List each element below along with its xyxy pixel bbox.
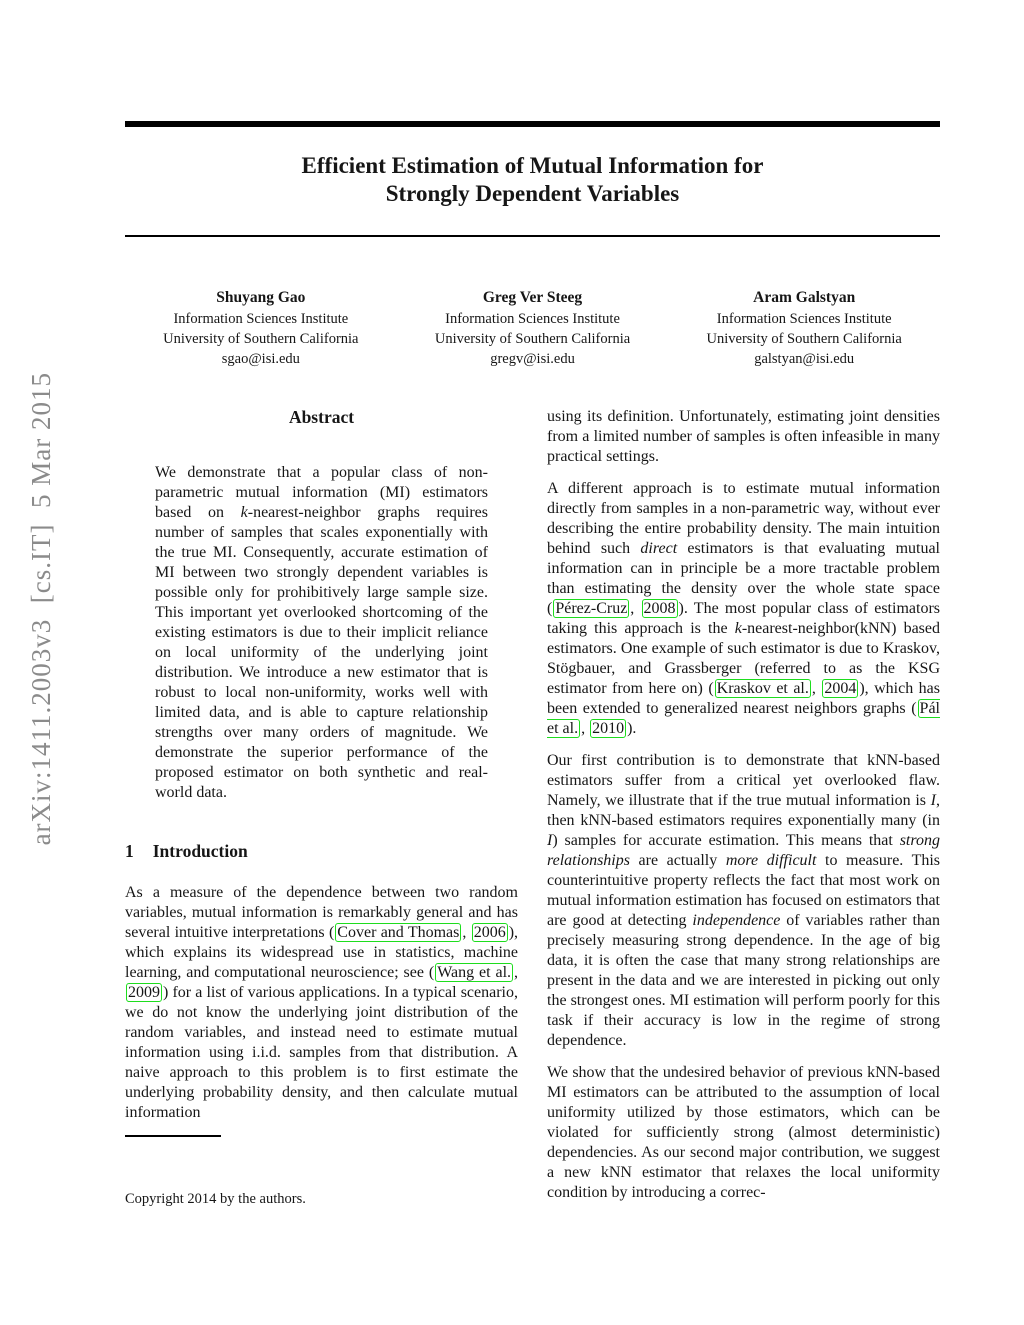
text-segment: ). The most popular class of estimators taking this approach is the <box>547 600 940 637</box>
author-email: gregv@isi.edu <box>490 351 575 367</box>
citation-link[interactable]: Cover and Thomas <box>337 924 460 941</box>
body-paragraph <box>547 751 940 1051</box>
author-affiliation: University of Southern California <box>434 331 631 347</box>
two-column-body <box>125 407 940 1215</box>
text-segment: are actually <box>629 852 726 869</box>
text-segment: of variables rather than precisely measuring strong dependence. In the age of big data, it is often the case that many strong relationships are present in the data and we are interested in picking out only the strongest ones. MI estimation will perform poorly for this task if their accuracy is low in the regime of strong dependence. <box>547 912 940 1049</box>
text-segment: k <box>734 620 742 637</box>
copyright-footnote: Copyright 2014 by the authors. <box>125 1190 306 1207</box>
text-segment: estimators is that evaluating mutual information can in principle be a more tractable problem than estimating the density over the whole state space ( <box>547 540 941 617</box>
paper-title-line2: Strongly Dependent Variables <box>385 181 680 206</box>
author-3 <box>668 287 940 369</box>
author-affiliation: Information Sciences Institute <box>716 311 892 327</box>
citation-link[interactable]: Pál et al. <box>547 700 940 737</box>
citation-link[interactable]: 2008 <box>643 600 676 617</box>
author-affiliation: University of Southern California <box>706 331 902 347</box>
text-segment: -nearest-neighbor graphs requires number of samples that scales exponentially with the true MI. Consequently, accurate estimation of MI between two strongly dependent variables is possible only for prohibitively large sample size. This important yet overlooked shortcoming of the existing estimators is due to their implicit reliance on local uniformity of the underlying joint distribution. We introduce a new estimator that is robust to local non-uniformity, works well with limited data, and is able to capture relationship strengths over many orders of magnitude. We demonstrate the superior performance of the proposed estimator on both synthetic and real-world data. <box>155 504 488 801</box>
text-segment: independence <box>692 912 781 929</box>
text-segment: We demonstrate that a popular class of non-parametric mutual information (MI) estimators based on <box>155 464 488 521</box>
citation-link[interactable]: 2006 <box>473 924 506 941</box>
citation-link[interactable]: 2004 <box>824 680 857 697</box>
text-segment: , <box>630 600 641 617</box>
body-paragraph <box>547 1063 940 1203</box>
title-separator-rule <box>125 235 940 237</box>
text-segment: ). <box>627 720 637 737</box>
author-1 <box>125 287 397 369</box>
text-segment: We show that the undesired behavior of previous kNN-based MI estimators can be attributed to the assumption of local uniformity utilized by those estimators, which can be violated for sufficiently strong (almost deterministic) dependencies. As our second major contribution, we suggest a new kNN estimator that relaxes the local uniformity condition by introducing a correc- <box>547 1064 940 1201</box>
abstract-paragraph <box>155 463 488 803</box>
text-segment: Our first contribution is to demonstrate that kNN-based estimators suffer from a critical yet overlooked flaw. Namely, we illustrate that if the true mutual information is <box>547 752 940 809</box>
text-segment: using its definition. Unfortunately, estimating joint densities from a limited number of samples is often infeasible in many practical settings. <box>547 408 940 465</box>
section-heading-introduction <box>125 841 518 861</box>
text-segment: , <box>811 680 822 697</box>
text-segment: , <box>581 720 590 737</box>
text-segment: more difficult <box>725 852 817 869</box>
citation-link[interactable]: Wang et al. <box>437 964 512 981</box>
text-segment: , then kNN-based estimators requires exponentially many (in <box>547 792 940 829</box>
paper-title-line1: Efficient Estimation of Mutual Information for <box>301 153 764 178</box>
text-segment: I <box>930 792 936 809</box>
section-title: Introduction <box>152 841 248 861</box>
text-segment: , <box>462 924 471 941</box>
citation-link[interactable]: 2009 <box>128 984 160 1001</box>
author-email: galstyan@isi.edu <box>754 351 855 367</box>
text-segment: As a measure of the dependence between two random variables, mutual information is remarkably general and has several intuitive interpretations ( <box>125 884 518 941</box>
text-segment: ), which has been extended to generalized nearest neighbors graphs ( <box>547 680 941 717</box>
text-segment: to measure. This counterintuitive property reflects the fact that most work on mutual information estimation has focused on estimators that are good at detecting <box>547 852 941 929</box>
author-name: Greg Ver Steeg <box>482 289 583 306</box>
citation-link[interactable]: 2010 <box>592 720 625 737</box>
text-segment: k <box>240 504 248 521</box>
text-segment: A different approach is to estimate mutual information directly from samples in a non-parametric way, without ever describing the entire probability density. The main intuition behind such <box>547 480 940 557</box>
text-segment: -nearest-neighbor(kNN) based estimators. One example of such estimator is due to Kraskov, Stögbauer, and Grassberger (referred to as the KSG estimator from here on) ( <box>547 620 940 697</box>
text-segment: ), which explains its widespread use in statistics, machine learning, and computational neuroscience; see ( <box>125 924 519 981</box>
left-column <box>125 407 518 1215</box>
abstract-heading: Abstract <box>288 407 355 427</box>
section-number: 1 <box>125 841 134 861</box>
citation-link[interactable]: Kraskov et al. <box>716 680 809 697</box>
author-affiliation: University of Southern California <box>163 331 359 347</box>
footnote-rule <box>125 1135 221 1137</box>
author-affiliation: Information Sciences Institute <box>173 311 349 327</box>
author-block <box>125 287 940 369</box>
author-2 <box>397 287 669 369</box>
author-name: Aram Galstyan <box>753 289 856 306</box>
text-segment: ) for a list of various applications. In a typical scenario, we do not know the underlying joint distribution of the random variables, and instead need to estimate mutual information using i.i.d. samples from that distribution. A naive approach to this problem is to first estimate the underlying probability density, and then calculate mutual information <box>125 984 518 1121</box>
author-email: sgao@isi.edu <box>221 351 300 367</box>
introduction-paragraph <box>125 883 518 1123</box>
text-segment: strong relationships <box>547 832 940 869</box>
citation-link[interactable]: Pérez-Cruz <box>555 600 628 617</box>
text-segment: direct <box>640 540 678 557</box>
body-paragraph <box>547 407 940 467</box>
right-column <box>547 407 940 1215</box>
top-rule <box>125 121 940 127</box>
author-affiliation: Information Sciences Institute <box>445 311 620 327</box>
arxiv-watermark: arXiv:1411.2003v3 [cs.IT] 5 Mar 2015 <box>26 372 56 846</box>
text-segment: , <box>514 964 519 981</box>
paper-title <box>125 152 940 208</box>
text-segment: ) samples for accurate estimation. This means that <box>552 832 900 849</box>
text-segment: I <box>547 832 553 849</box>
author-name: Shuyang Gao <box>216 289 306 306</box>
body-paragraph <box>547 479 940 739</box>
paper-content <box>125 0 940 1215</box>
